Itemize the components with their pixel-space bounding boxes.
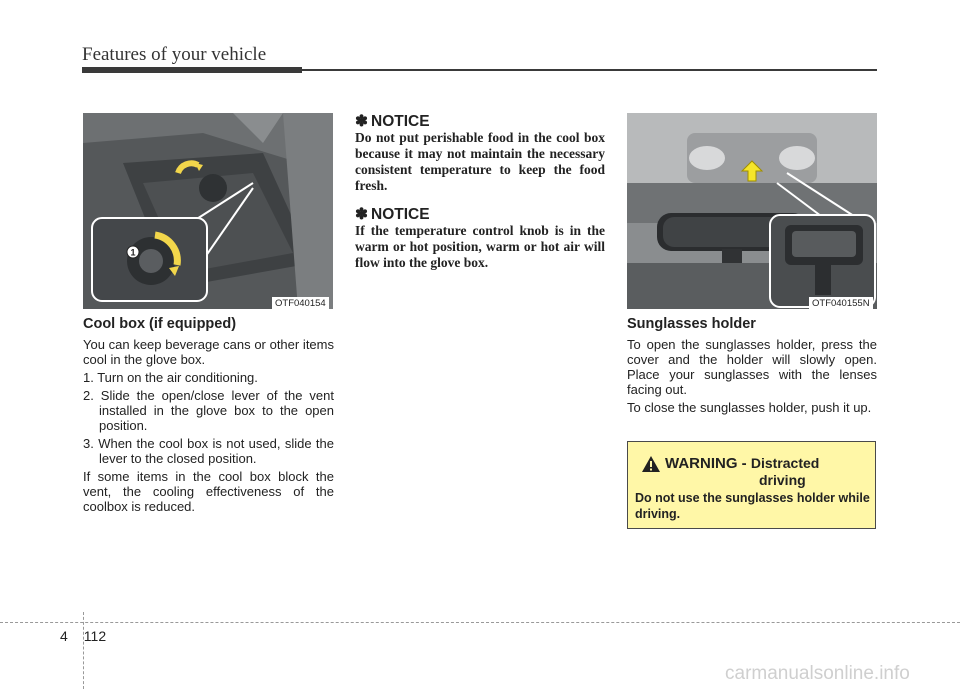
warning-box	[627, 441, 876, 529]
warning-title-line2: driving	[759, 472, 806, 488]
warning-heading	[665, 455, 819, 472]
glove-box-photo	[83, 113, 333, 309]
sunglasses-holder-photo	[627, 113, 877, 309]
page-header-title: Features of your vehicle	[82, 44, 267, 65]
warning-icon	[641, 455, 661, 473]
notice-1-title: ✽ NOTICE	[355, 113, 430, 130]
image-caption-sunglasses: OTF040155N	[809, 297, 873, 310]
header-rule-thin	[300, 69, 877, 71]
cool-box-intro: You can keep beverage cans or other items cool in the glove box.	[83, 337, 334, 367]
cool-box-step-1: 1. Turn on the air conditioning.	[83, 370, 258, 385]
page-number	[60, 628, 106, 644]
notice-2-body: If the temperature control knob is in the warm or hot position, warm or hot air will flow into the glove box.	[355, 223, 605, 270]
footer-rule	[0, 622, 960, 623]
cool-box-text	[83, 337, 334, 517]
warning-title-line1: Distracted	[750, 455, 820, 471]
cool-box-outro: If some items in the cool box block the vent, the cooling effectiveness of the coolbox is reduced.	[83, 469, 334, 514]
callout-1: 1	[130, 247, 136, 258]
sunglasses-para-1: To open the sunglasses holder, press the cover and the holder will slowly open. Place your sunglasses with the lenses facing out.	[627, 337, 877, 397]
section-number: 4	[60, 628, 68, 644]
page-number-value: 112	[83, 628, 107, 644]
warning-body: Do not use the sunglasses holder while driving.	[635, 491, 870, 521]
notice-1-body: Do not put perishable food in the cool box because it may not maintain the necessary consistent temperature to keep the food fresh.	[355, 130, 605, 193]
cool-box-step-3: 3. When the cool box is not used, slide the lever to the closed position.	[83, 436, 334, 466]
sunglasses-text	[627, 337, 877, 418]
warning-label: WARNING -	[665, 455, 747, 472]
notice-star-icon: ✽	[355, 206, 368, 223]
cool-box-step-2: 2. Slide the open/close lever of the vent installed in the glove box to the open position.	[83, 388, 334, 433]
footer-vertical-rule	[83, 612, 84, 689]
sunglasses-heading: Sunglasses holder	[627, 316, 756, 332]
cool-box-heading: Cool box (if equipped)	[83, 316, 237, 332]
notice-star-icon: ✽	[355, 113, 368, 130]
watermark: carmanualsonline.info	[725, 663, 910, 684]
image-caption-cool-box: OTF040154	[272, 297, 329, 310]
header-rule-thick	[82, 67, 302, 73]
notice-2-title: ✽ NOTICE	[355, 206, 430, 223]
sunglasses-para-2: To close the sunglasses holder, push it up.	[627, 400, 872, 415]
